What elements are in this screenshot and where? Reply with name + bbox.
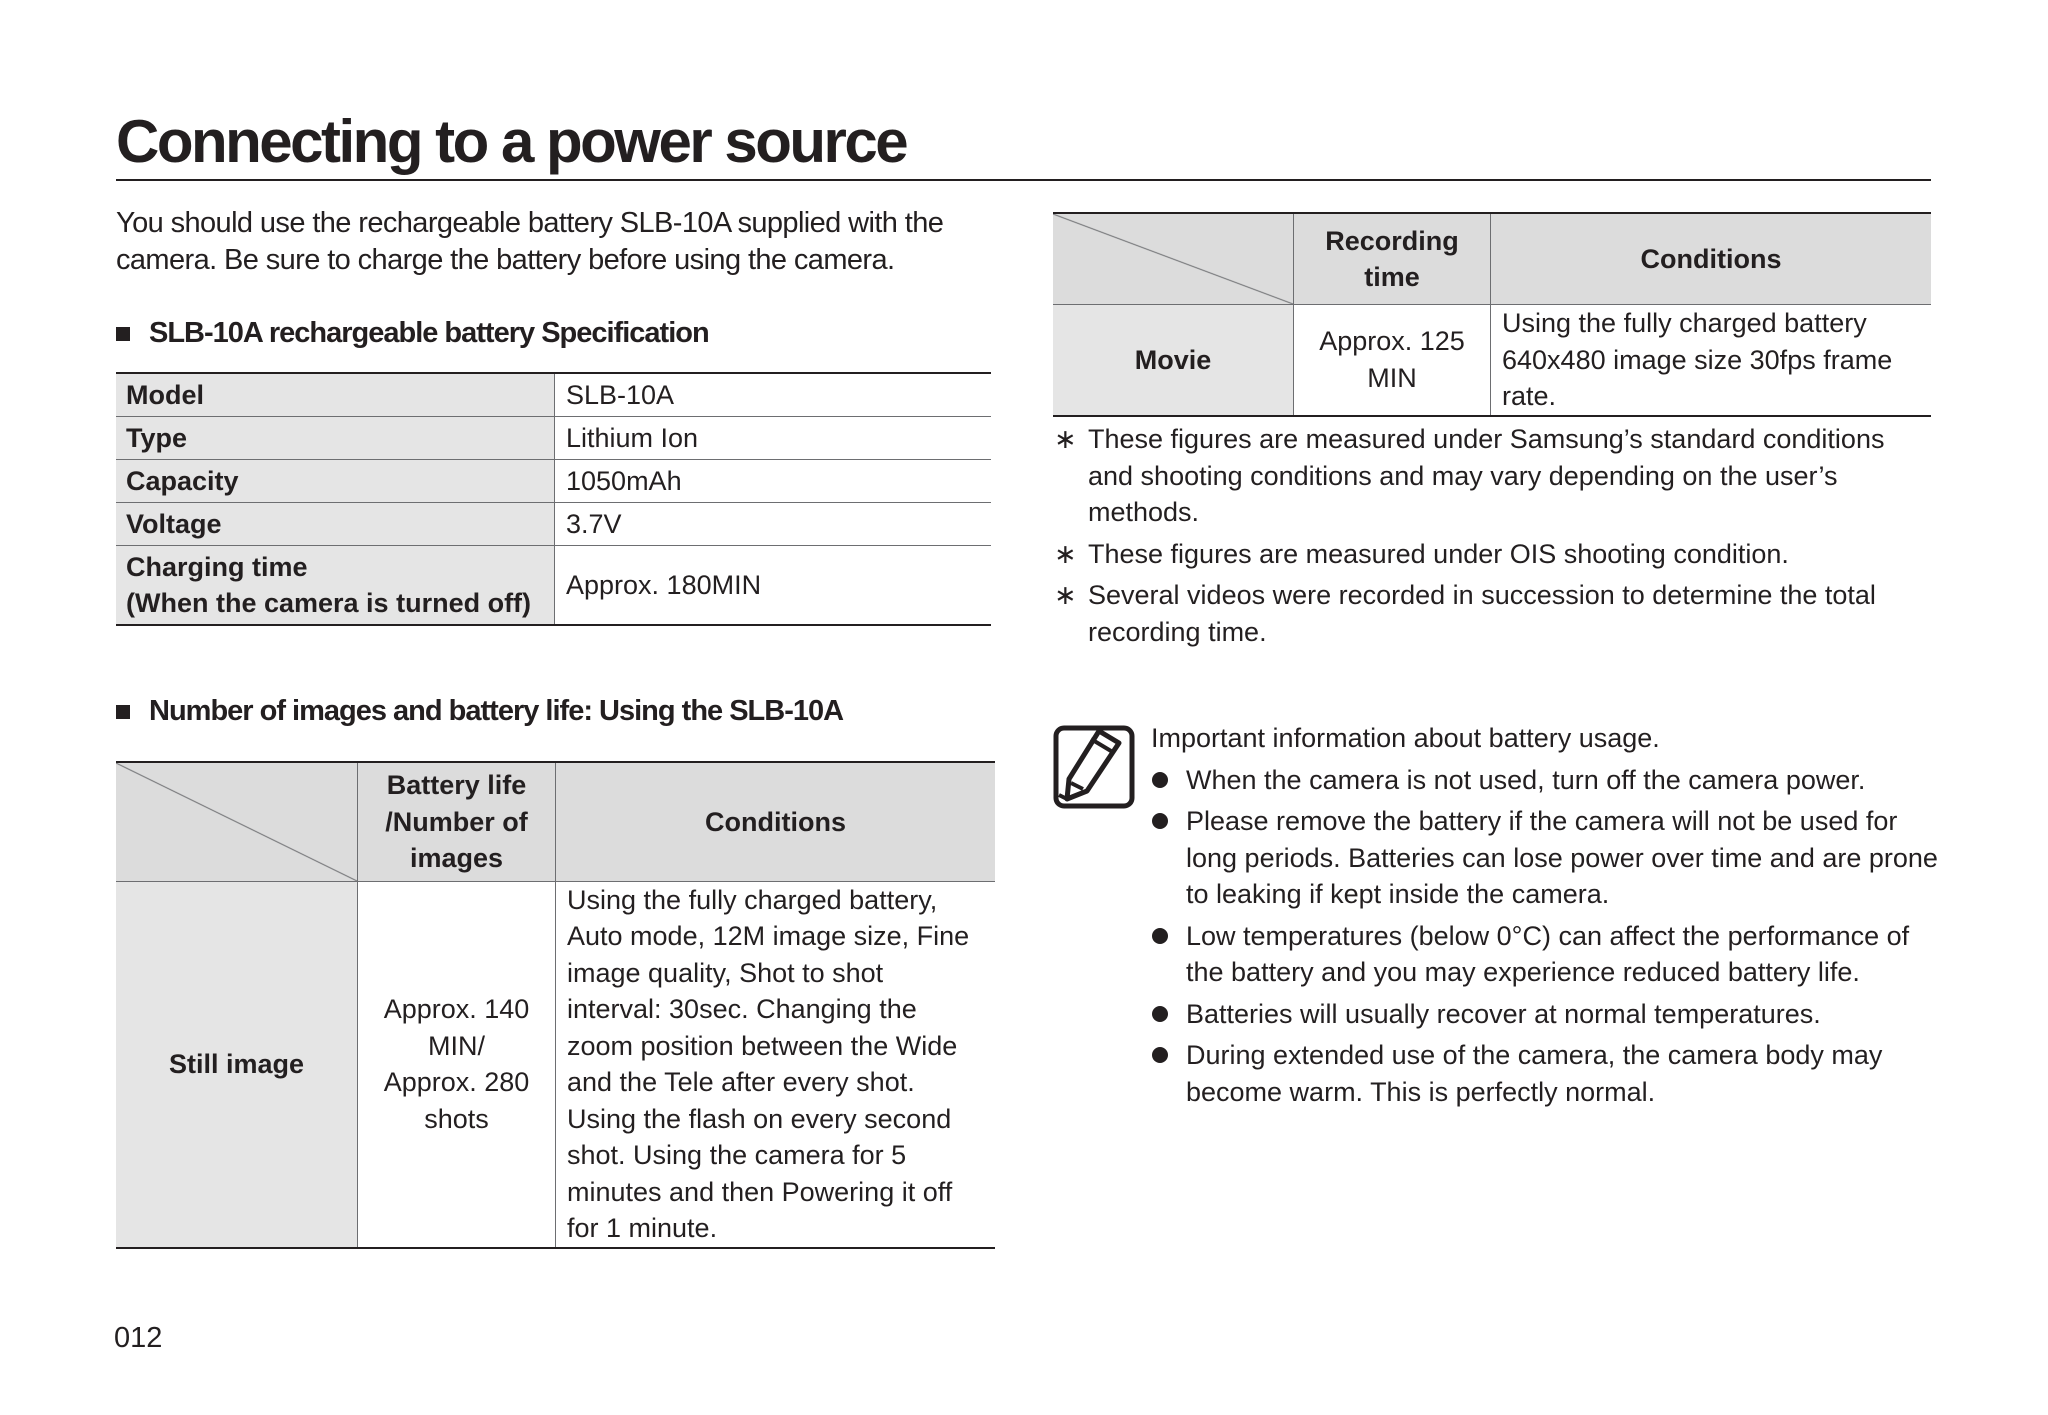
spec-value-type: Lithium Ion xyxy=(555,417,992,460)
life-heading-text: Number of images and battery life: Using the SLB-10A xyxy=(149,695,844,727)
list-item-text: During extended use of the camera, the camera body may become warm. This is perfectly normal. xyxy=(1186,1040,1883,1107)
spec-label-model: Model xyxy=(116,373,555,417)
list-item xyxy=(1151,1037,1941,1110)
note-pencil-icon xyxy=(1053,725,1135,809)
header-line: Recording xyxy=(1325,225,1459,256)
bullet-dot-icon xyxy=(1152,813,1168,829)
spec-label-capacity: Capacity xyxy=(116,460,555,503)
movie-conditions xyxy=(1491,305,1932,416)
value-line: Approx. 280 xyxy=(383,1067,530,1097)
value-line: Approx. 140 xyxy=(383,994,530,1024)
bullet-dot-icon xyxy=(1152,772,1168,788)
asterisk-icon: ∗ xyxy=(1054,580,1077,610)
page-title: Connecting to a power source xyxy=(116,108,907,175)
spec-label-type: Type xyxy=(116,417,555,460)
header-line: Battery life xyxy=(386,770,527,800)
table-row xyxy=(116,503,991,546)
table-row xyxy=(116,881,995,1248)
page-number: 012 xyxy=(114,1322,163,1354)
conditions-header: Conditions xyxy=(1491,213,1932,305)
spec-table xyxy=(116,372,991,626)
bullet-dot-icon xyxy=(1152,1047,1168,1063)
bullet-dot-icon xyxy=(1152,1006,1168,1022)
list-item xyxy=(1151,803,1941,913)
footnote-text: These figures are measured under OIS shooting condition. xyxy=(1088,538,1789,569)
footnote-item xyxy=(1053,577,1931,650)
header-line: images xyxy=(409,843,504,873)
important-title: Important information about battery usage. xyxy=(1151,723,1660,753)
movie-value xyxy=(1294,305,1491,416)
table-row xyxy=(116,373,991,417)
spec-heading xyxy=(116,315,709,352)
table-row xyxy=(1053,305,1931,416)
value-line: Approx. 125 xyxy=(1319,326,1465,357)
list-item xyxy=(1151,918,1941,991)
header-line: time xyxy=(1364,262,1420,292)
spec-label-charging-line1: Charging time xyxy=(126,552,308,582)
conditions-header: Conditions xyxy=(556,762,996,881)
title-rule xyxy=(116,179,1931,181)
diagonal-corner-cell xyxy=(1053,213,1294,305)
still-image-value xyxy=(358,881,556,1248)
table-header-row xyxy=(116,762,995,881)
asterisk-icon: ∗ xyxy=(1054,538,1077,569)
movie-label: Movie xyxy=(1053,305,1294,416)
value-line: shots xyxy=(424,1103,489,1134)
list-item xyxy=(1151,996,1941,1033)
diagonal-corner-cell xyxy=(116,762,358,881)
conditions-line: 640x480 image size 30fps frame rate. xyxy=(1502,344,1893,411)
intro-text: You should use the rechargeable battery SLB-10A supplied with the camera. Be sure to charge the battery before using the camera. xyxy=(116,207,944,276)
value-line: MIN/ xyxy=(428,1030,485,1061)
still-image-conditions: Using the fully charged battery, Auto mode, 12M image size, Fine image quality, Shot to shot interval: 30sec. Changing the zoom position between the Wide and the Tele after every shot. Using the flash on every second shot. Using the camera for 5 minutes and then Powering it off for 1 minute. xyxy=(567,884,970,1243)
spec-value-voltage: 3.7V xyxy=(555,503,992,546)
footnotes xyxy=(1053,421,1931,655)
spec-heading-text: SLB-10A rechargeable battery Specification xyxy=(149,317,709,349)
bullet-dot-icon xyxy=(1152,928,1168,944)
list-item-text: Batteries will usually recover at normal temperatures. xyxy=(1186,998,1821,1029)
life-heading xyxy=(116,693,843,730)
important-info xyxy=(1151,720,1941,1115)
list-item-text: Please remove the battery if the camera will not be used for long periods. Batteries can lose power over time and are prone to leaking if kept inside the camera. xyxy=(1186,806,1938,909)
spec-label-charging-line2: (When the camera is turned off) xyxy=(126,588,532,618)
footnote-text: Several videos were recorded in succession to determine the total recording time. xyxy=(1088,580,1876,647)
list-item xyxy=(1151,762,1941,799)
header-line: /Number of xyxy=(385,806,528,837)
value-line: MIN xyxy=(1367,362,1417,393)
spec-value-model: SLB-10A xyxy=(555,373,992,417)
footnote-item xyxy=(1053,421,1931,531)
movie-recording-table xyxy=(1053,212,1931,417)
battery-life-header xyxy=(358,762,556,881)
conditions-line: Using the fully charged battery xyxy=(1502,308,1867,338)
list-item-text: When the camera is not used, turn off the camera power. xyxy=(1186,764,1866,795)
table-row xyxy=(116,460,991,503)
table-row xyxy=(116,417,991,460)
battery-life-table xyxy=(116,761,995,1249)
asterisk-icon: ∗ xyxy=(1054,424,1077,454)
table-header-row xyxy=(1053,213,1931,305)
recording-time-header xyxy=(1294,213,1491,305)
list-item-text: Low temperatures (below 0°C) can affect the performance of the battery and you may experience reduced battery life. xyxy=(1186,920,1910,987)
square-bullet-icon xyxy=(116,705,130,719)
spec-label-charging-time xyxy=(116,546,555,626)
table-row xyxy=(116,546,991,626)
still-image-label: Still image xyxy=(116,881,358,1248)
spec-label-voltage: Voltage xyxy=(116,503,555,546)
spec-value-capacity: 1050mAh xyxy=(555,460,992,503)
spec-value-charging-time: Approx. 180MIN xyxy=(566,570,762,600)
footnote-item xyxy=(1053,536,1931,573)
footnote-text: These figures are measured under Samsung’s standard conditions and shooting conditions and may vary depending on the user’s methods. xyxy=(1088,424,1885,527)
important-list xyxy=(1151,762,1941,1111)
square-bullet-icon xyxy=(116,327,130,341)
